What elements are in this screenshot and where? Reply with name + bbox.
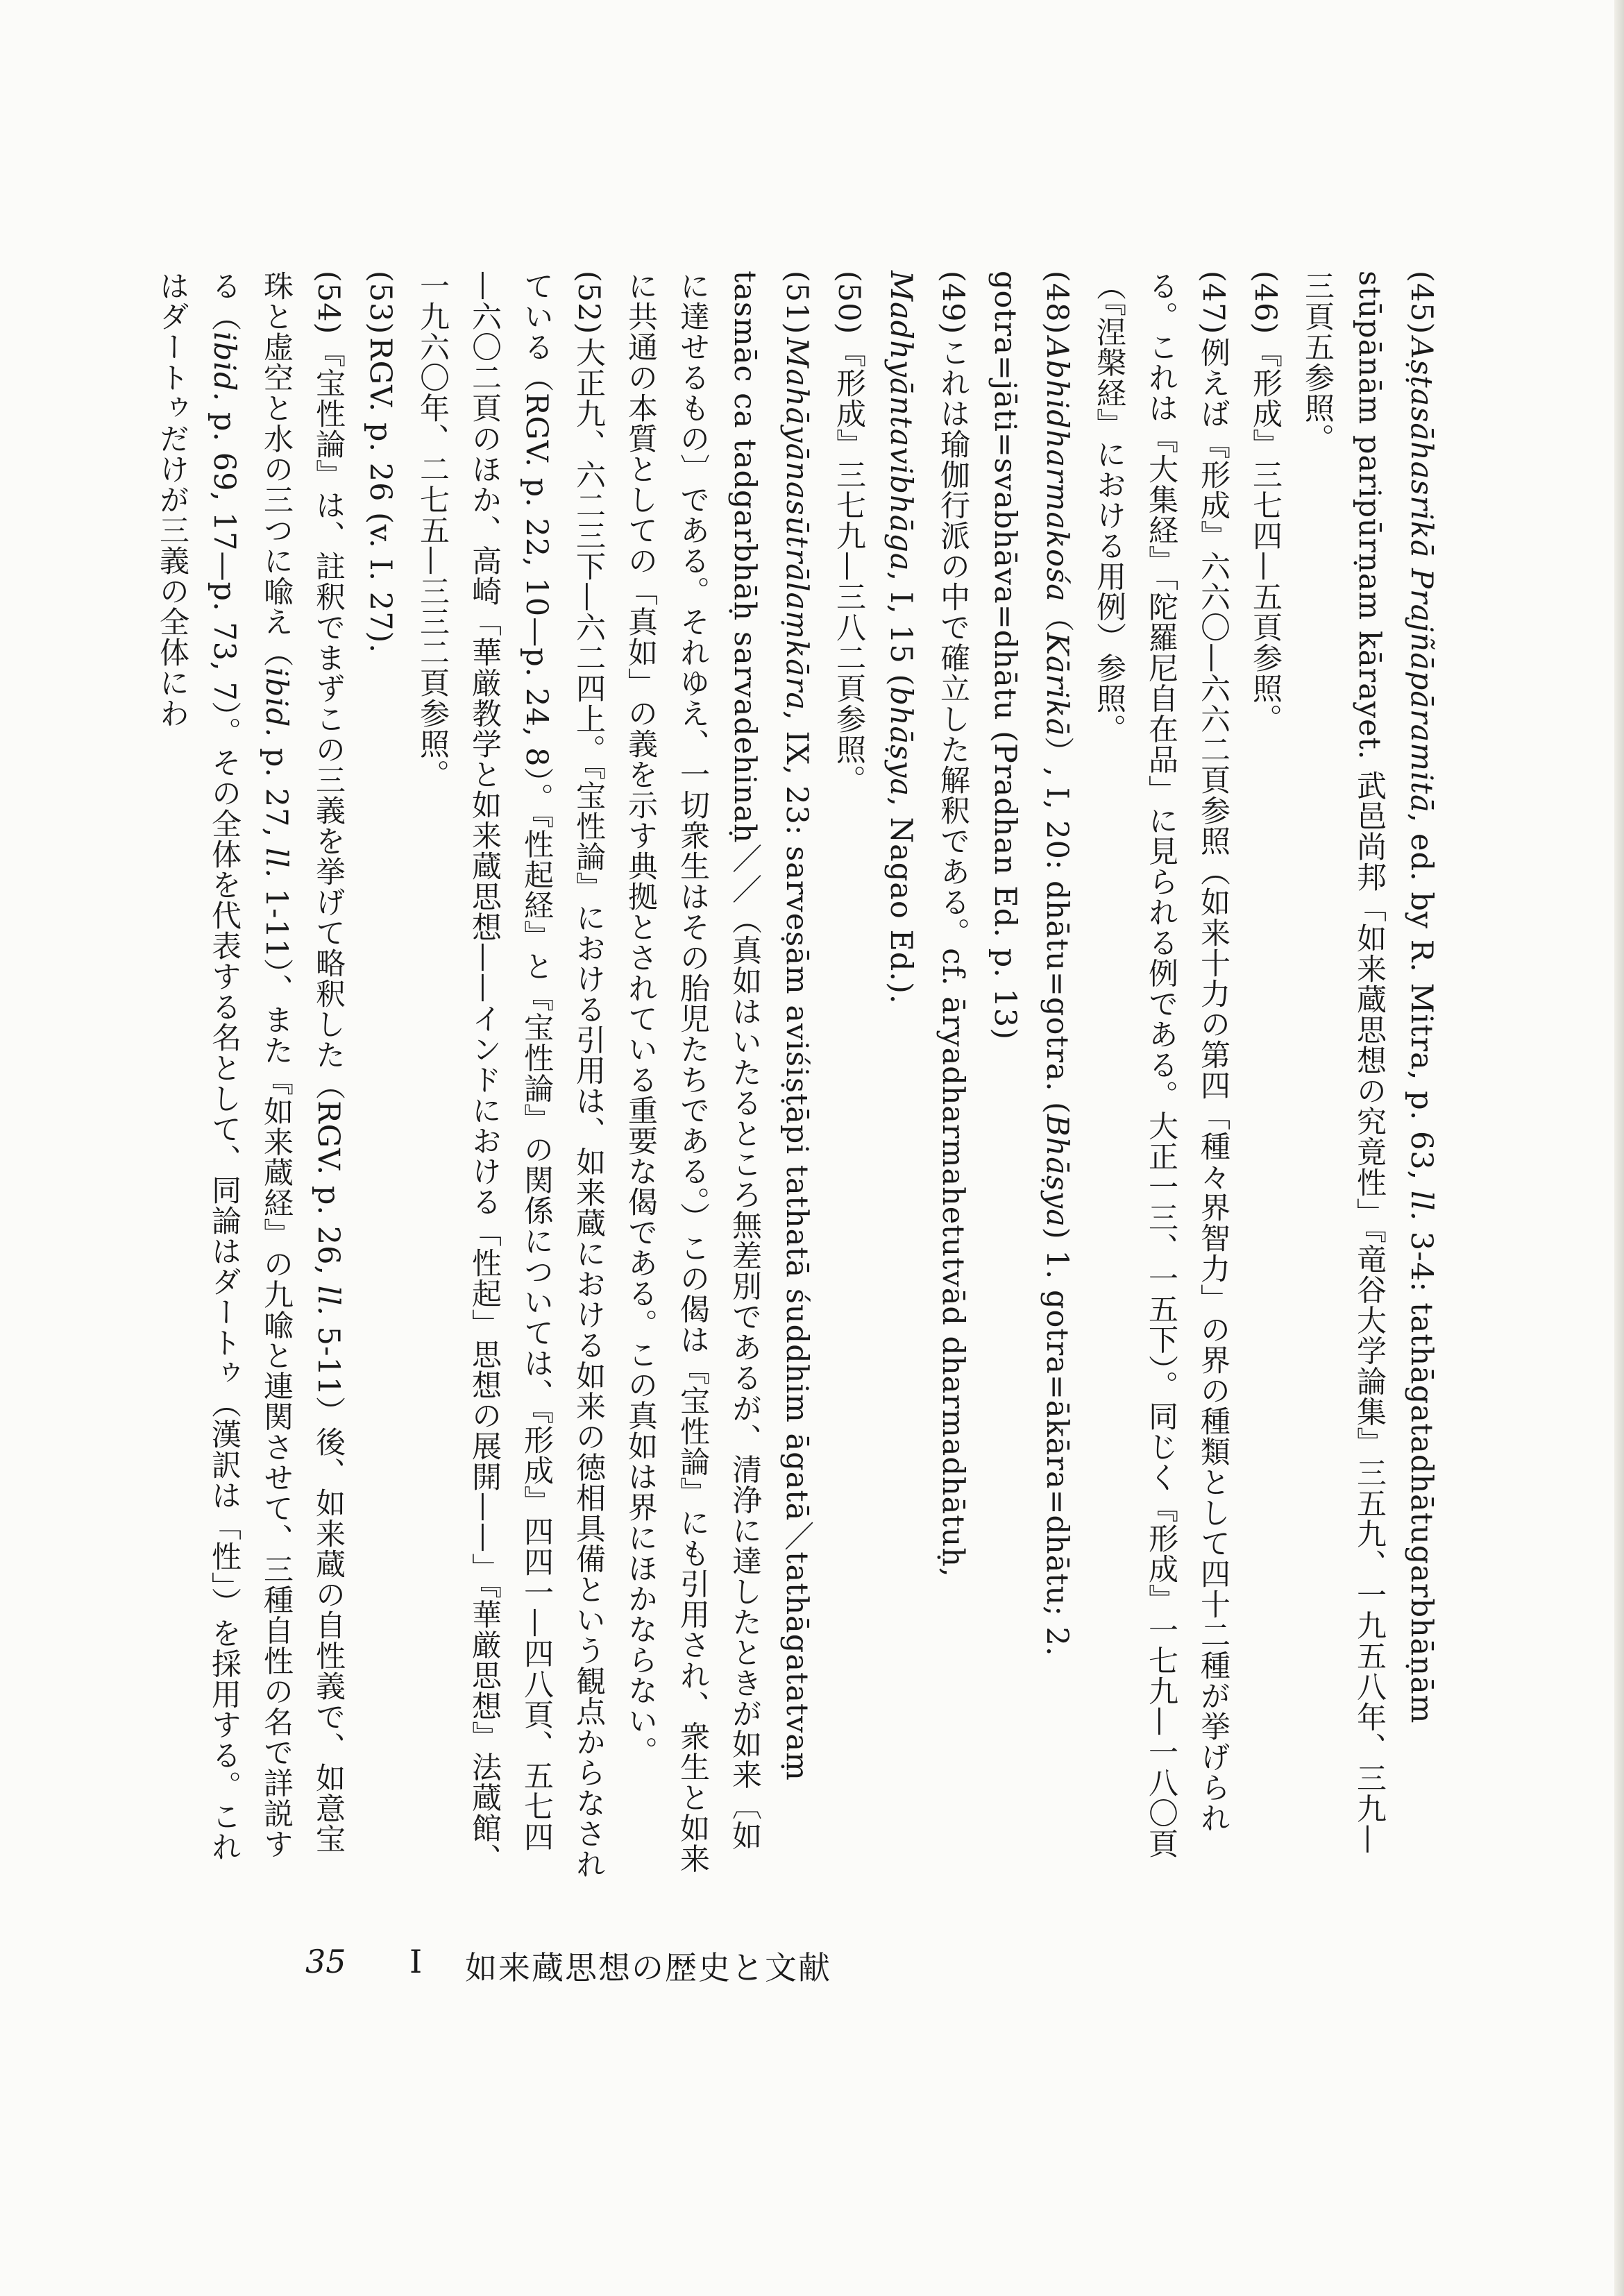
footnote-text: , Nagao Ed.). (883, 797, 918, 1005)
footnote-italic-text: ibid. (207, 332, 242, 402)
footnote-text: 大正九、六二三下—六二四上。『宝性論』における引用は、如来蔵における如来の徳相具備という観点からなされている（RGV. p. 22, 10—p. 24, 8）。『性起経』と『宝性論』の関係については、『形成』四四一—四八頁、五七四—六〇二頁のほか、高崎「華厳教学と如来蔵思想——インドにおける「性起」思想の展開——」『華厳思想』法蔵館、一九六〇年、二七五—三三二頁参照。 (415, 271, 606, 1880)
footnote-number: (45) (1404, 271, 1439, 335)
footnote-italic-text: ll. (311, 1285, 346, 1316)
footnote-text: RGV. p. 26 (v. I. 27). (363, 337, 398, 654)
footnote-text: （ (1040, 602, 1074, 633)
footnote (874, 271, 979, 1880)
footnote-text: p. 27, (259, 738, 294, 848)
footnote-text: これは瑜伽行派の中で確立した解釈である。cf. āryadharmahetutvād dharmadhātuḥ, (936, 337, 970, 1578)
footnote (354, 271, 406, 1880)
footnote (979, 271, 1083, 1880)
footnote-text: 1-11）、また『如来蔵経』の九喩と連関させて、三種自性の名で詳説する（ (207, 271, 294, 1860)
footnote-text: 3-4: tathāgatadhātugarbhāṇām stūpānām paripūrṇam kārayet. 武邑尚邦「如来蔵思想の究竟性」『竜谷大学論集』三五九、一九五八年、三九—三頁五参照。 (1300, 271, 1439, 1855)
footnote-number: (47) (1196, 271, 1230, 335)
footnote-number: (53) (363, 271, 398, 335)
footnote-number: (50) (831, 271, 866, 335)
footnote-number: (49) (936, 271, 970, 335)
footnote (1291, 271, 1447, 1880)
footnote-italic-text: ibid. (259, 667, 294, 738)
footnote-number: (51) (779, 271, 814, 335)
footnote-italic-text: Kārikā (1040, 632, 1074, 737)
footnote-italic-text: Madhyāntavibhāga (883, 271, 918, 572)
footnote-text: ) 1. gotra=ākāra=dhātu; 2. gotra=jāti=svabhāva=dhātu (Pradhan Ed. p. 13) (988, 271, 1074, 1657)
page-number: 35 (305, 1943, 346, 1980)
footnote-number: (54) (311, 271, 346, 335)
page-footer (305, 1943, 1277, 1998)
footnote-italic-text: ll. (1404, 1191, 1439, 1222)
footnote-number: (48) (1040, 271, 1074, 335)
running-title: 如来蔵思想の歴史と文献 (465, 1949, 831, 1987)
part-number: I (409, 1943, 423, 1980)
footnote-text: 例えば『形成』六六〇—六六二頁参照（如来十力の第四「種々界智力」の界の種類として四十二種が挙げられる。これは『大集経』「陀羅尼自在品」に見られる例である。大正一三、一五下）。同じく『形成』一七九—一八〇頁（『涅槃経』における用例）参照。 (1092, 271, 1230, 1859)
footnote-text: p. 69, 17—p. 73, 7）。その全体を代表する名として、同論はダートゥ（漢訳は「性」）を採用する。これはダートゥだけが三義の全体にわ (155, 271, 242, 1862)
footnote-italic-text: Abhidharmakośa (1040, 337, 1074, 602)
page-edge-shadow (1614, 0, 1624, 2296)
footnote (1239, 271, 1291, 1880)
footnote-text: ）, I, 20: dhātu=gotra. ( (1040, 736, 1074, 1114)
footnote-text: 5-11）後、如来蔵の自性義で、如意宝珠と虚空と水の三つに喩え（ (259, 271, 346, 1855)
footnote (146, 271, 354, 1880)
footnote-text: , IX, 23: sarveṣām aviśiṣṭāpi tathatā śuddhim āgatā／tathāgatatvaṃ tasmāc ca tadgarbhāḥ sarvadehinaḥ／／（真如はいたるところ無差別であるが、清浄に達したときが如来〔如に達せるもの〕である。それゆえ、一切衆生はその胎児たちである。）この偈は『宝性論』にも引用され、衆生と如来に共通の本質としての「真如」の義を示す典拠とされている重要な偈である。この真如は界にほかならない。 (623, 271, 814, 1874)
footnote-italic-text: Mahāyānasūtrālaṃkāra (779, 337, 814, 711)
footnote-text: 『形成』三七九—三八二頁参照。 (831, 337, 866, 796)
footnote-number: (52) (571, 271, 606, 335)
footnote (614, 271, 822, 1880)
footnote-italic-text: Bhāṣya (1040, 1114, 1074, 1227)
footnote-italic-text: ll. (259, 847, 294, 879)
footnote (406, 271, 614, 1880)
footnote (822, 271, 874, 1880)
footnote-italic-text: Aṣṭasāhasrikā Prajñāpāramitā (1404, 337, 1439, 813)
footnote-number: (46) (1248, 271, 1283, 335)
footnote-text: 『宝性論』は、註釈でまずこの三義を挙げて略釈した（RGV. p. 26, (311, 337, 346, 1286)
footnote-text: , I, 15 ( (883, 571, 918, 687)
footnote (1083, 271, 1239, 1880)
footnote-text: , ed. by R. Mitra, p. 63, (1404, 813, 1439, 1191)
footnote-text: 『形成』三七四—五頁参照。 (1248, 337, 1283, 735)
footnotes-block (146, 271, 1447, 1880)
footnote-italic-text: bhāṣya (883, 686, 918, 797)
